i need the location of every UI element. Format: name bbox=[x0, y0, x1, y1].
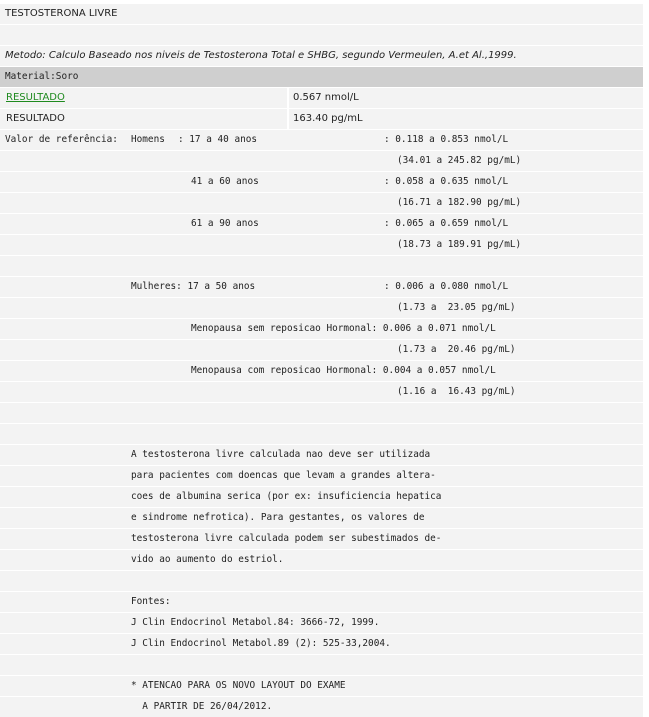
note-row bbox=[0, 529, 643, 549]
cell-divider bbox=[287, 88, 289, 108]
result-row bbox=[0, 88, 643, 108]
age-range: 41 a 60 anos bbox=[191, 176, 259, 187]
reference-row bbox=[0, 235, 643, 255]
range-nmol: : 0.058 a 0.635 nmol/L bbox=[384, 176, 509, 187]
blank-row bbox=[0, 655, 643, 675]
result-value: 0.567 nmol/L bbox=[293, 92, 359, 103]
reference-row bbox=[0, 214, 643, 234]
source-line: J Clin Endocrinol Metabol.89 (2): 525-33,2004. bbox=[131, 638, 391, 649]
range-pg: (1.73 a 20.46 pg/mL) bbox=[397, 344, 516, 355]
note-line: A testosterona livre calculada nao deve ser utilizada bbox=[131, 449, 431, 460]
reference-row bbox=[0, 277, 643, 297]
result-value: 163.40 pg/mL bbox=[293, 113, 363, 124]
reference-row bbox=[0, 130, 643, 150]
range-nmol: : 0.118 a 0.853 nmol/L bbox=[384, 134, 509, 145]
age-range: 61 a 90 anos bbox=[191, 218, 259, 229]
note-row bbox=[0, 445, 643, 465]
note-row bbox=[0, 634, 643, 654]
source-line: J Clin Endocrinol Metabol.84: 3666-72, 1999. bbox=[131, 617, 380, 628]
reference-row bbox=[0, 382, 643, 402]
note-row bbox=[0, 676, 643, 696]
note-line: coes de albumina serica (por ex: insuficiencia hepatica bbox=[131, 491, 442, 502]
note-line: testosterona livre calculada podem ser subestimados de- bbox=[131, 533, 442, 544]
result-label: RESULTADO bbox=[6, 113, 65, 124]
range-pg: (1.73 a 23.05 pg/mL) bbox=[397, 302, 516, 313]
range-pg: (16.71 a 182.90 pg/mL) bbox=[397, 197, 522, 208]
result-label-link[interactable]: RESULTADO bbox=[6, 92, 65, 103]
reference-row bbox=[0, 298, 643, 318]
note-row bbox=[0, 697, 643, 717]
note-row bbox=[0, 508, 643, 528]
result-row bbox=[0, 109, 643, 129]
blank-row bbox=[0, 424, 643, 444]
attention-line: A PARTIR DE 26/04/2012. bbox=[131, 701, 273, 712]
blank-row bbox=[0, 25, 643, 45]
blank-row bbox=[0, 403, 643, 423]
menopause-line: Menopausa com reposicao Hormonal: 0.004 a 0.057 nmol/L bbox=[191, 365, 496, 376]
note-row bbox=[0, 592, 643, 612]
note-row bbox=[0, 466, 643, 486]
range-pg: (34.01 a 245.82 pg/mL) bbox=[397, 155, 522, 166]
material-row bbox=[0, 67, 643, 87]
range-nmol: : 0.065 a 0.659 nmol/L bbox=[384, 218, 509, 229]
reference-row bbox=[0, 319, 643, 339]
cell-divider bbox=[287, 109, 289, 129]
homens-label: Homens bbox=[131, 134, 165, 145]
range-pg: (18.73 a 189.91 pg/mL) bbox=[397, 239, 522, 250]
material-text: Material:Soro bbox=[5, 71, 79, 82]
reference-header: Valor de referência: bbox=[5, 134, 118, 145]
menopause-line: Menopausa sem reposicao Hormonal: 0.006 a 0.071 nmol/L bbox=[191, 323, 496, 334]
note-row bbox=[0, 487, 643, 507]
attention-line: * ATENCAO PARA OS NOVO LAYOUT DO EXAME bbox=[131, 680, 346, 691]
reference-row bbox=[0, 151, 643, 171]
method-text: Metodo: Calculo Baseado nos niveis de Testosterona Total e SHBG, segundo Vermeulen, A.et Al.,1999. bbox=[5, 50, 517, 61]
title-row bbox=[0, 4, 643, 24]
note-row bbox=[0, 550, 643, 570]
method-row bbox=[0, 46, 643, 66]
reference-row bbox=[0, 361, 643, 381]
range-nmol: : 0.006 a 0.080 nmol/L bbox=[384, 281, 509, 292]
note-line: e sindrome nefrotica). Para gestantes, os valores de bbox=[131, 512, 425, 523]
note-row bbox=[0, 613, 643, 633]
reference-row bbox=[0, 193, 643, 213]
age-range: : 17 a 40 anos bbox=[178, 134, 258, 145]
blank-row bbox=[0, 256, 643, 276]
note-line: vido ao aumento do estriol. bbox=[131, 554, 284, 565]
reference-row bbox=[0, 340, 643, 360]
range-pg: (1.16 a 16.43 pg/mL) bbox=[397, 386, 516, 397]
reference-row bbox=[0, 172, 643, 192]
note-line: para pacientes com doencas que levam a grandes altera- bbox=[131, 470, 436, 481]
mulheres-line: Mulheres: 17 a 50 anos bbox=[131, 281, 256, 292]
exam-title: TESTOSTERONA LIVRE bbox=[5, 8, 118, 19]
blank-row bbox=[0, 571, 643, 591]
sources-title: Fontes: bbox=[131, 596, 171, 607]
